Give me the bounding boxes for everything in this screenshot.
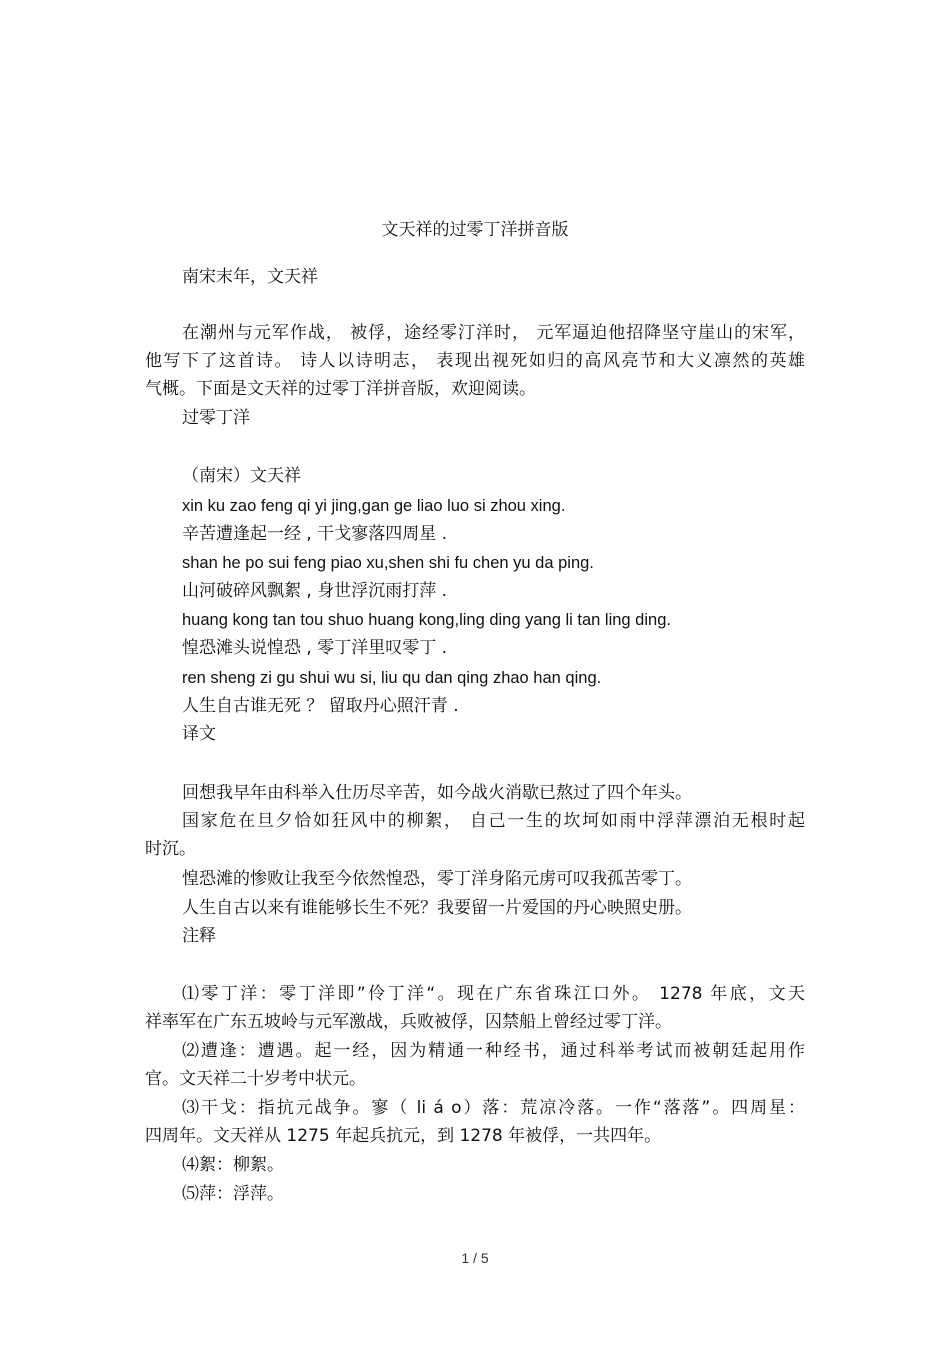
- intro-para-line-1: 在潮州与元军作战， 被俘，途经零汀洋时， 元军逼迫他招降坚守崖山的宋军，: [182, 323, 805, 343]
- poem-pinyin-line-1: xin ku zao feng qi yi jing,gan ge liao luo si zhou xing.: [182, 497, 566, 515]
- poem-line-2: 山河破碎风飘絮 , 身世浮沉雨打萍 .: [182, 581, 448, 601]
- note-line-1: ⑴零丁洋：零丁洋即”伶丁洋“。现在广东省珠江口外。 1278 年底，文天: [182, 984, 805, 1004]
- note-line-4: 官。文天祥二十岁考中状元。: [145, 1069, 366, 1089]
- note-line-7: ⑷絮：柳絮。: [182, 1155, 284, 1175]
- intro-line: 南宋末年，文天祥: [182, 267, 318, 287]
- poem-line-1: 辛苦遭逢起一经 , 干戈寥落四周星 .: [182, 524, 448, 544]
- poem-pinyin-line-2: shan he po sui feng piao xu,shen shi fu chen yu da ping.: [182, 554, 594, 572]
- poem-line-3: 惶恐滩头说惶恐 , 零丁洋里叹零丁 .: [182, 638, 448, 658]
- poem-line-4: 人生自古谁无死 ？ 留取丹心照汗青 .: [182, 696, 459, 716]
- note-line-2: 祥率军在广东五坡岭与元军激战，兵败被俘，囚禁船上曾经过零丁洋。: [145, 1012, 672, 1032]
- translation-line-4: 惶恐滩的惨败让我至今依然惶恐，零丁洋身陷元虏可叹我孤苦零丁。: [182, 869, 692, 889]
- translation-heading: 译文: [182, 724, 216, 744]
- intro-para-line-3: 气概。下面是文天祥的过零丁洋拼音版，欢迎阅读。: [145, 379, 536, 399]
- translation-line-5: 人生自古以来有谁能够长生不死？我要留一片爱国的丹心映照史册。: [182, 898, 692, 918]
- page-number: 1 / 5: [461, 1250, 489, 1266]
- translation-line-2: 国家危在旦夕恰如狂风中的柳絮， 自己一生的坎坷如雨中浮萍漂泊无根时起: [182, 811, 805, 831]
- poem-pinyin-line-3: huang kong tan tou shuo huang kong,ling ding yang li tan ling ding.: [182, 611, 671, 629]
- note-line-5: ⑶干戈：指抗元战争。寥（ li á o）落：荒凉冷落。一作“落落”。四周星：: [182, 1098, 805, 1118]
- intro-para-line-2: 他写下了这首诗。 诗人以诗明志， 表现出视死如归的高风亮节和大义凛然的英雄: [145, 351, 805, 371]
- document-title: 文天祥的过零丁洋拼音版: [381, 220, 569, 240]
- poem-pinyin-line-4: ren sheng zi gu shui wu si, liu qu dan qing zhao han qing.: [182, 669, 602, 687]
- notes-heading: 注释: [182, 926, 216, 946]
- note-line-3: ⑵遭逢：遭遇。起一经，因为精通一种经书，通过科举考试而被朝廷起用作: [182, 1041, 805, 1061]
- poem-author: （南宋）文天祥: [182, 466, 301, 486]
- translation-line-3: 时沉。: [145, 839, 196, 859]
- poem-title: 过零丁洋: [182, 408, 250, 428]
- note-line-8: ⑸萍：浮萍。: [182, 1184, 284, 1204]
- translation-line-1: 回想我早年由科举入仕历尽辛苦，如今战火消歇已熬过了四个年头。: [182, 783, 692, 803]
- note-line-6: 四周年。文天祥从 1275 年起兵抗元，到 1278 年被俘，一共四年。: [145, 1126, 662, 1146]
